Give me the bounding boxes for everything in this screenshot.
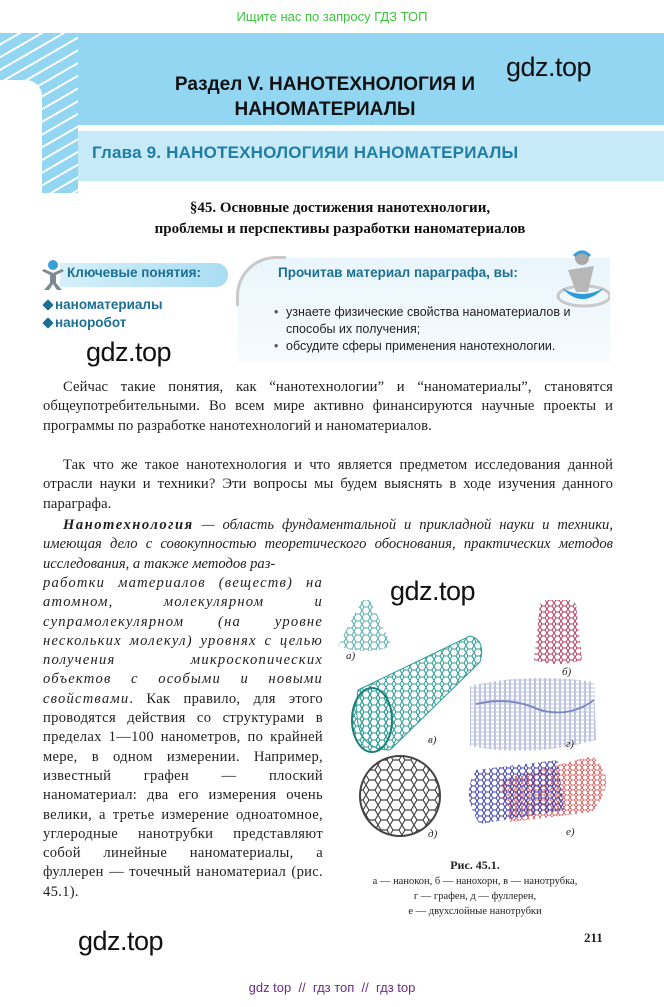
nanostructures-illustration bbox=[330, 600, 620, 855]
reader-figure-icon bbox=[554, 248, 610, 310]
figure-label-a: а) bbox=[346, 650, 356, 662]
diamond-bullet-icon bbox=[42, 299, 53, 310]
key-concept-item: наноробот bbox=[44, 314, 162, 332]
learning-goals-header: Прочитав материал параграфа, вы: bbox=[278, 265, 518, 280]
person-figure-icon bbox=[40, 259, 66, 291]
paragraph-title-line2: проблемы и перспективы разработки наноматериалов bbox=[154, 221, 526, 237]
paragraph-title bbox=[60, 198, 620, 240]
key-concepts-list bbox=[44, 296, 162, 332]
top-search-banner[interactable]: Ищите нас по запросу ГДЗ ТОП bbox=[236, 9, 428, 24]
watermark: gdz.top bbox=[506, 52, 592, 82]
definition-continuation: работки материалов (веществ) на атомном, молекулярном и супрамолекулярном (на уровне нескольких молекул) уровнях с целью получения микроскопических объектов с особыми и новыми свойствами bbox=[43, 575, 323, 707]
body-paragraph-narrow bbox=[43, 574, 323, 902]
learning-goals-list bbox=[274, 304, 610, 355]
definition-text: — область фундаментальной и прикладной науки и техники, имеющая дело с совокупностью теоретического обоснования, практических методов исследования, а также методов раз- bbox=[43, 517, 613, 572]
definition-term: Нанотехнология bbox=[63, 517, 194, 533]
figure-caption-title: Рис. 45.1. bbox=[450, 858, 500, 872]
section-title: Раздел V. НАНОТЕХНОЛОГИЯ И НАНОМАТЕРИАЛЫ bbox=[174, 74, 476, 120]
fullerene-image bbox=[360, 756, 440, 836]
bottom-links[interactable]: gdz top // гдз топ // гдз top bbox=[248, 980, 416, 995]
watermark: gdz.top bbox=[390, 576, 476, 606]
figure-45-1 bbox=[330, 600, 620, 855]
figure-label-g: г) bbox=[566, 738, 574, 750]
nanocone-image bbox=[338, 600, 392, 651]
chapter-title: Глава 9. НАНОТЕХНОЛОГИЯИ НАНОМАТЕРИАЛЫ bbox=[92, 143, 519, 162]
body-paragraph-2: Так что же такое нанотехнология и что является предметом исследования данной отрасли науки и техники? Эти вопросы мы будем выяснять в ходе изучения данного параграфа. bbox=[43, 457, 613, 512]
key-concepts-header bbox=[40, 259, 228, 289]
definition-paragraph bbox=[43, 516, 613, 574]
explanation-text: . Как правило, для этого проводятся действия со структурами в пределах 1—100 нанометров, по крайней мере, в одном измерении. Например, известный графен — плоский наноматериал: два его измерения очень велики, а третье измерение одноатомное, углеродные нанотрубки представляют собой линейные наноматериалы, а фуллерен — точечный наноматериал (рис. 45.1). bbox=[43, 690, 323, 900]
figure-label-e: е) bbox=[566, 826, 575, 838]
key-concepts-label: Ключевые понятия: bbox=[67, 265, 201, 280]
figure-caption-line: е — двухслойные нанотрубки bbox=[408, 906, 542, 917]
nanohorn-image bbox=[534, 600, 582, 664]
nanotube-image bbox=[352, 636, 482, 752]
decorative-notch bbox=[0, 80, 42, 200]
key-concept-item: наноматериалы bbox=[44, 296, 162, 314]
learning-goal-item: • обсудите сферы применения нанотехнологии. bbox=[274, 338, 610, 355]
figure-label-d: д) bbox=[428, 828, 438, 840]
body-paragraph-1: Сейчас такие понятия, как “нанотехнологии” и “наноматериалы”, становятся общеупотребительными. Во всем мире активно финансируются научные проекты и программы по разработке нанотехнологий и наноматериалов. bbox=[43, 379, 613, 434]
figure-caption bbox=[330, 856, 620, 919]
figure-caption-line: а — нанокон, б — нанохорн, в — нанотрубка, bbox=[372, 876, 578, 887]
diamond-bullet-icon bbox=[42, 317, 53, 328]
watermark: gdz.top bbox=[78, 926, 164, 956]
double-walled-nanotube-image bbox=[469, 756, 606, 824]
decorative-arc bbox=[236, 256, 286, 306]
paragraph-title-line1: §45. Основные достижения нанотехнологии, bbox=[189, 200, 491, 216]
figure-label-b: б) bbox=[562, 666, 572, 678]
graphene-image bbox=[470, 678, 596, 751]
page-number: 211 bbox=[584, 930, 603, 945]
learning-goal-item: • узнаете физические свойства наноматериалов и способы их получения; bbox=[274, 304, 610, 338]
figure-caption-line: г — графен, д — фуллерен, bbox=[413, 891, 537, 902]
figure-label-v: в) bbox=[428, 734, 437, 746]
watermark: gdz.top bbox=[86, 337, 172, 367]
